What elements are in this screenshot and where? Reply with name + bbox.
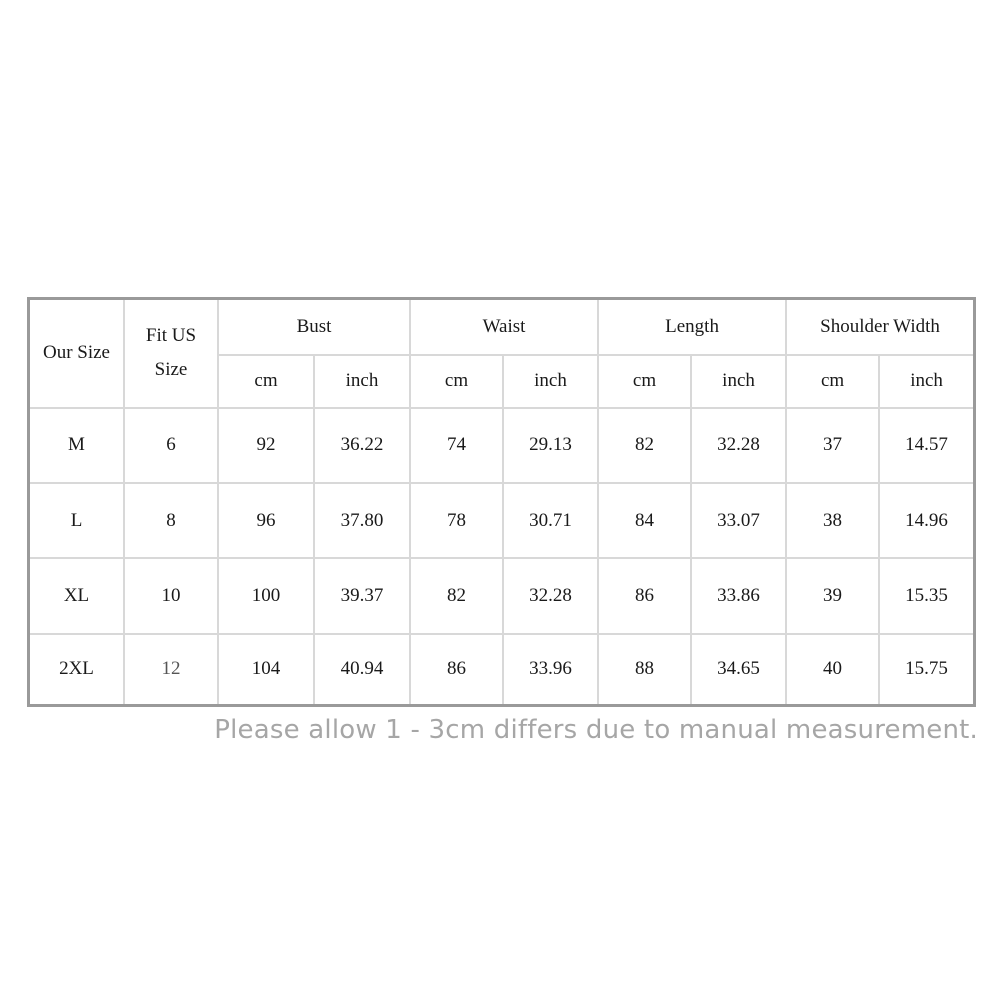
length-inch-cell: 33.86 [691, 558, 786, 633]
size-cell: 2XL [30, 634, 124, 704]
length-cm-cell: 86 [598, 558, 691, 633]
waist-cm-cell: 86 [410, 634, 503, 704]
shoulder-cm-cell: 37 [786, 408, 879, 483]
bust-inch-cell: 37.80 [314, 483, 410, 558]
length-inch-cell: 33.07 [691, 483, 786, 558]
shoulder-inch-cell: 14.96 [879, 483, 973, 558]
waist-inch-cell: 32.28 [503, 558, 598, 633]
shoulder-inch-cell: 15.75 [879, 634, 973, 704]
header-shoulder-width: Shoulder Width [786, 300, 973, 355]
table-row [30, 408, 973, 483]
shoulder-inch-cell: 15.35 [879, 558, 973, 633]
header-row [30, 300, 973, 355]
shoulder-cm-cell: 40 [786, 634, 879, 704]
unit-header: cm [598, 355, 691, 407]
bust-cm-cell: 92 [218, 408, 314, 483]
unit-header: cm [218, 355, 314, 407]
size-cell: L [30, 483, 124, 558]
bust-inch-cell: 36.22 [314, 408, 410, 483]
size-chart [27, 297, 976, 707]
waist-inch-cell: 29.13 [503, 408, 598, 483]
unit-header: inch [879, 355, 973, 407]
unit-header: inch [503, 355, 598, 407]
length-inch-cell: 34.65 [691, 634, 786, 704]
header-fit-us-line2: Size [154, 359, 188, 381]
measurement-note: Please allow 1 - 3cm differs due to manual measurement. [214, 715, 978, 745]
bust-cm-cell: 104 [218, 634, 314, 704]
header-length: Length [598, 300, 786, 355]
shoulder-cm-cell: 39 [786, 558, 879, 633]
us-size-cell: 12 [124, 634, 218, 704]
table-row [30, 483, 973, 558]
waist-inch-cell: 30.71 [503, 483, 598, 558]
us-size-cell: 10 [124, 558, 218, 633]
length-cm-cell: 88 [598, 634, 691, 704]
waist-inch-cell: 33.96 [503, 634, 598, 704]
header-waist: Waist [410, 300, 598, 355]
us-size-cell: 6 [124, 408, 218, 483]
size-cell: M [30, 408, 124, 483]
us-size-cell: 8 [124, 483, 218, 558]
header-our-size: Our Size [30, 300, 124, 408]
unit-header: cm [410, 355, 503, 407]
table-row [30, 558, 973, 633]
table-row [30, 634, 973, 704]
bust-inch-cell: 39.37 [314, 558, 410, 633]
header-fit-us-line1: Fit US [145, 325, 197, 347]
unit-header: inch [314, 355, 410, 407]
size-cell: XL [30, 558, 124, 633]
length-inch-cell: 32.28 [691, 408, 786, 483]
bust-inch-cell: 40.94 [314, 634, 410, 704]
waist-cm-cell: 82 [410, 558, 503, 633]
waist-cm-cell: 78 [410, 483, 503, 558]
shoulder-cm-cell: 38 [786, 483, 879, 558]
unit-header: inch [691, 355, 786, 407]
length-cm-cell: 82 [598, 408, 691, 483]
header-fit-us-size [124, 300, 218, 408]
waist-cm-cell: 74 [410, 408, 503, 483]
header-bust: Bust [218, 300, 410, 355]
size-table [30, 300, 973, 704]
unit-header: cm [786, 355, 879, 407]
shoulder-inch-cell: 14.57 [879, 408, 973, 483]
bust-cm-cell: 96 [218, 483, 314, 558]
bust-cm-cell: 100 [218, 558, 314, 633]
length-cm-cell: 84 [598, 483, 691, 558]
